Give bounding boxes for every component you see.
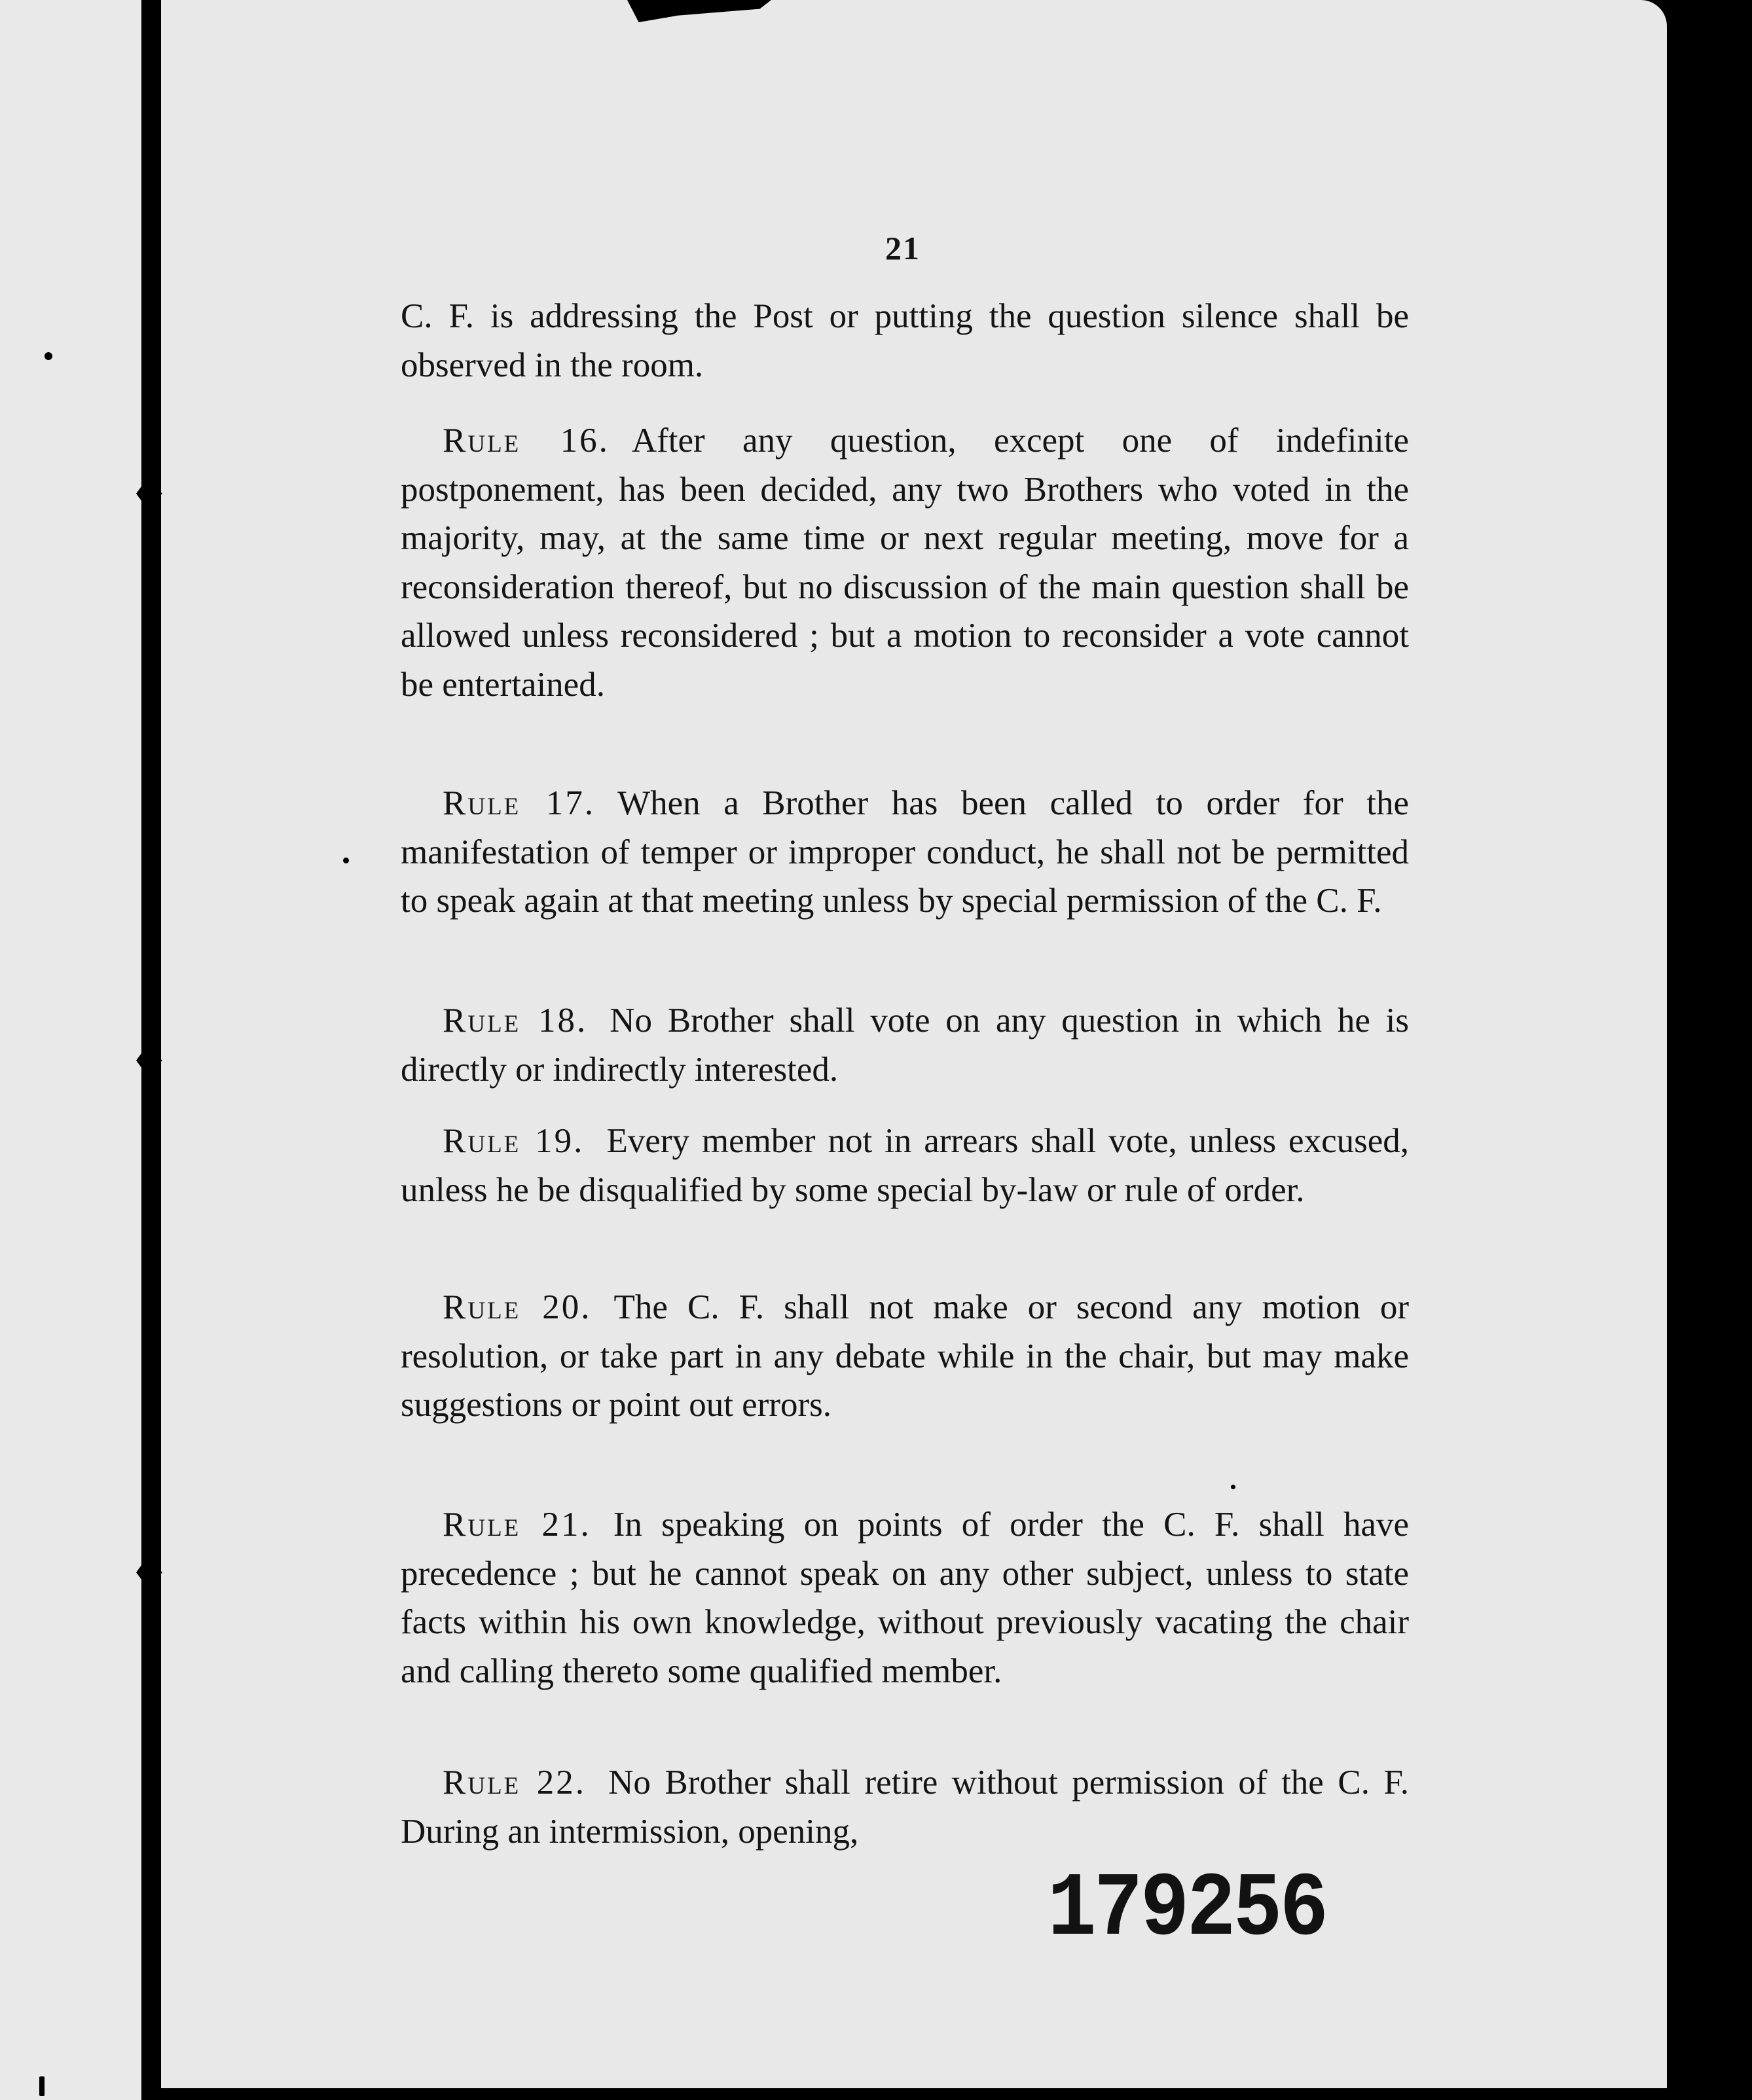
rule-text: In speaking on points of order the C. F. shall have precedence ; but he cannot speak on any other subject, unless to state facts within his own knowledge, without previously vacating the chair and calling thereto some qualified member. [401, 1506, 1409, 1690]
rule-paragraph [401, 779, 1409, 926]
rule-paragraph [401, 1758, 1409, 1856]
rule-label: Rule 21. [443, 1506, 591, 1544]
rule-text: No Brother shall vote on any question in which he is directly or indirectly interested. [401, 1002, 1409, 1089]
rule-label: Rule 20. [443, 1288, 592, 1326]
rule-text: Every member not in arrears shall vote, unless excused, unless he be disqualified by some special by-law or rule of order. [401, 1122, 1409, 1209]
rule-paragraph [401, 1283, 1409, 1430]
rule-label: Rule 17. [443, 784, 596, 822]
rule-label: Rule 16. [443, 422, 610, 460]
ink-speck [1231, 1485, 1235, 1489]
rule-text: The C. F. shall not make or second any motion or resolution, or take part in any debate while in the chair, but may make suggestions or point out errors. [401, 1288, 1409, 1424]
rule-text: When a Brother has been called to order for the manifestation of temper or improper conduct, he shall not be permitted to speak again at that meeting unless by special permission of the C. F. [401, 784, 1409, 920]
ink-speck [45, 352, 52, 360]
rule-text: After any question, except one of indefinite postponement, has been decided, any two Brothers who voted in the majority, may, at the same time or next regular meeting, move for a reconsideration thereof, but no discussion of the main question shall be allowed unless reconsidered ; but a motion to reconsider a vote cannot be entertained. [401, 422, 1409, 704]
rule-text: No Brother shall retire without permission of the C. F. During an intermission, opening, [401, 1764, 1409, 1851]
rule-paragraph [401, 996, 1409, 1094]
rule-label: Rule 18. [443, 1002, 588, 1040]
ink-speck [39, 2076, 45, 2096]
stamped-number: 179256 [1048, 1859, 1326, 1961]
left-page-edge [0, 0, 141, 2100]
paragraph-continuation [401, 292, 1409, 389]
rule-label: Rule 22. [443, 1764, 587, 1801]
rule-paragraph [401, 416, 1409, 709]
ink-speck [343, 858, 349, 863]
paragraph-text: C. F. is addressing the Post or putting the question silence shall be observed in the room. [401, 297, 1409, 384]
rule-label: Rule 19. [443, 1122, 585, 1160]
page-number: 21 [885, 230, 921, 266]
rule-paragraph [401, 1117, 1409, 1214]
rule-paragraph [401, 1500, 1409, 1695]
